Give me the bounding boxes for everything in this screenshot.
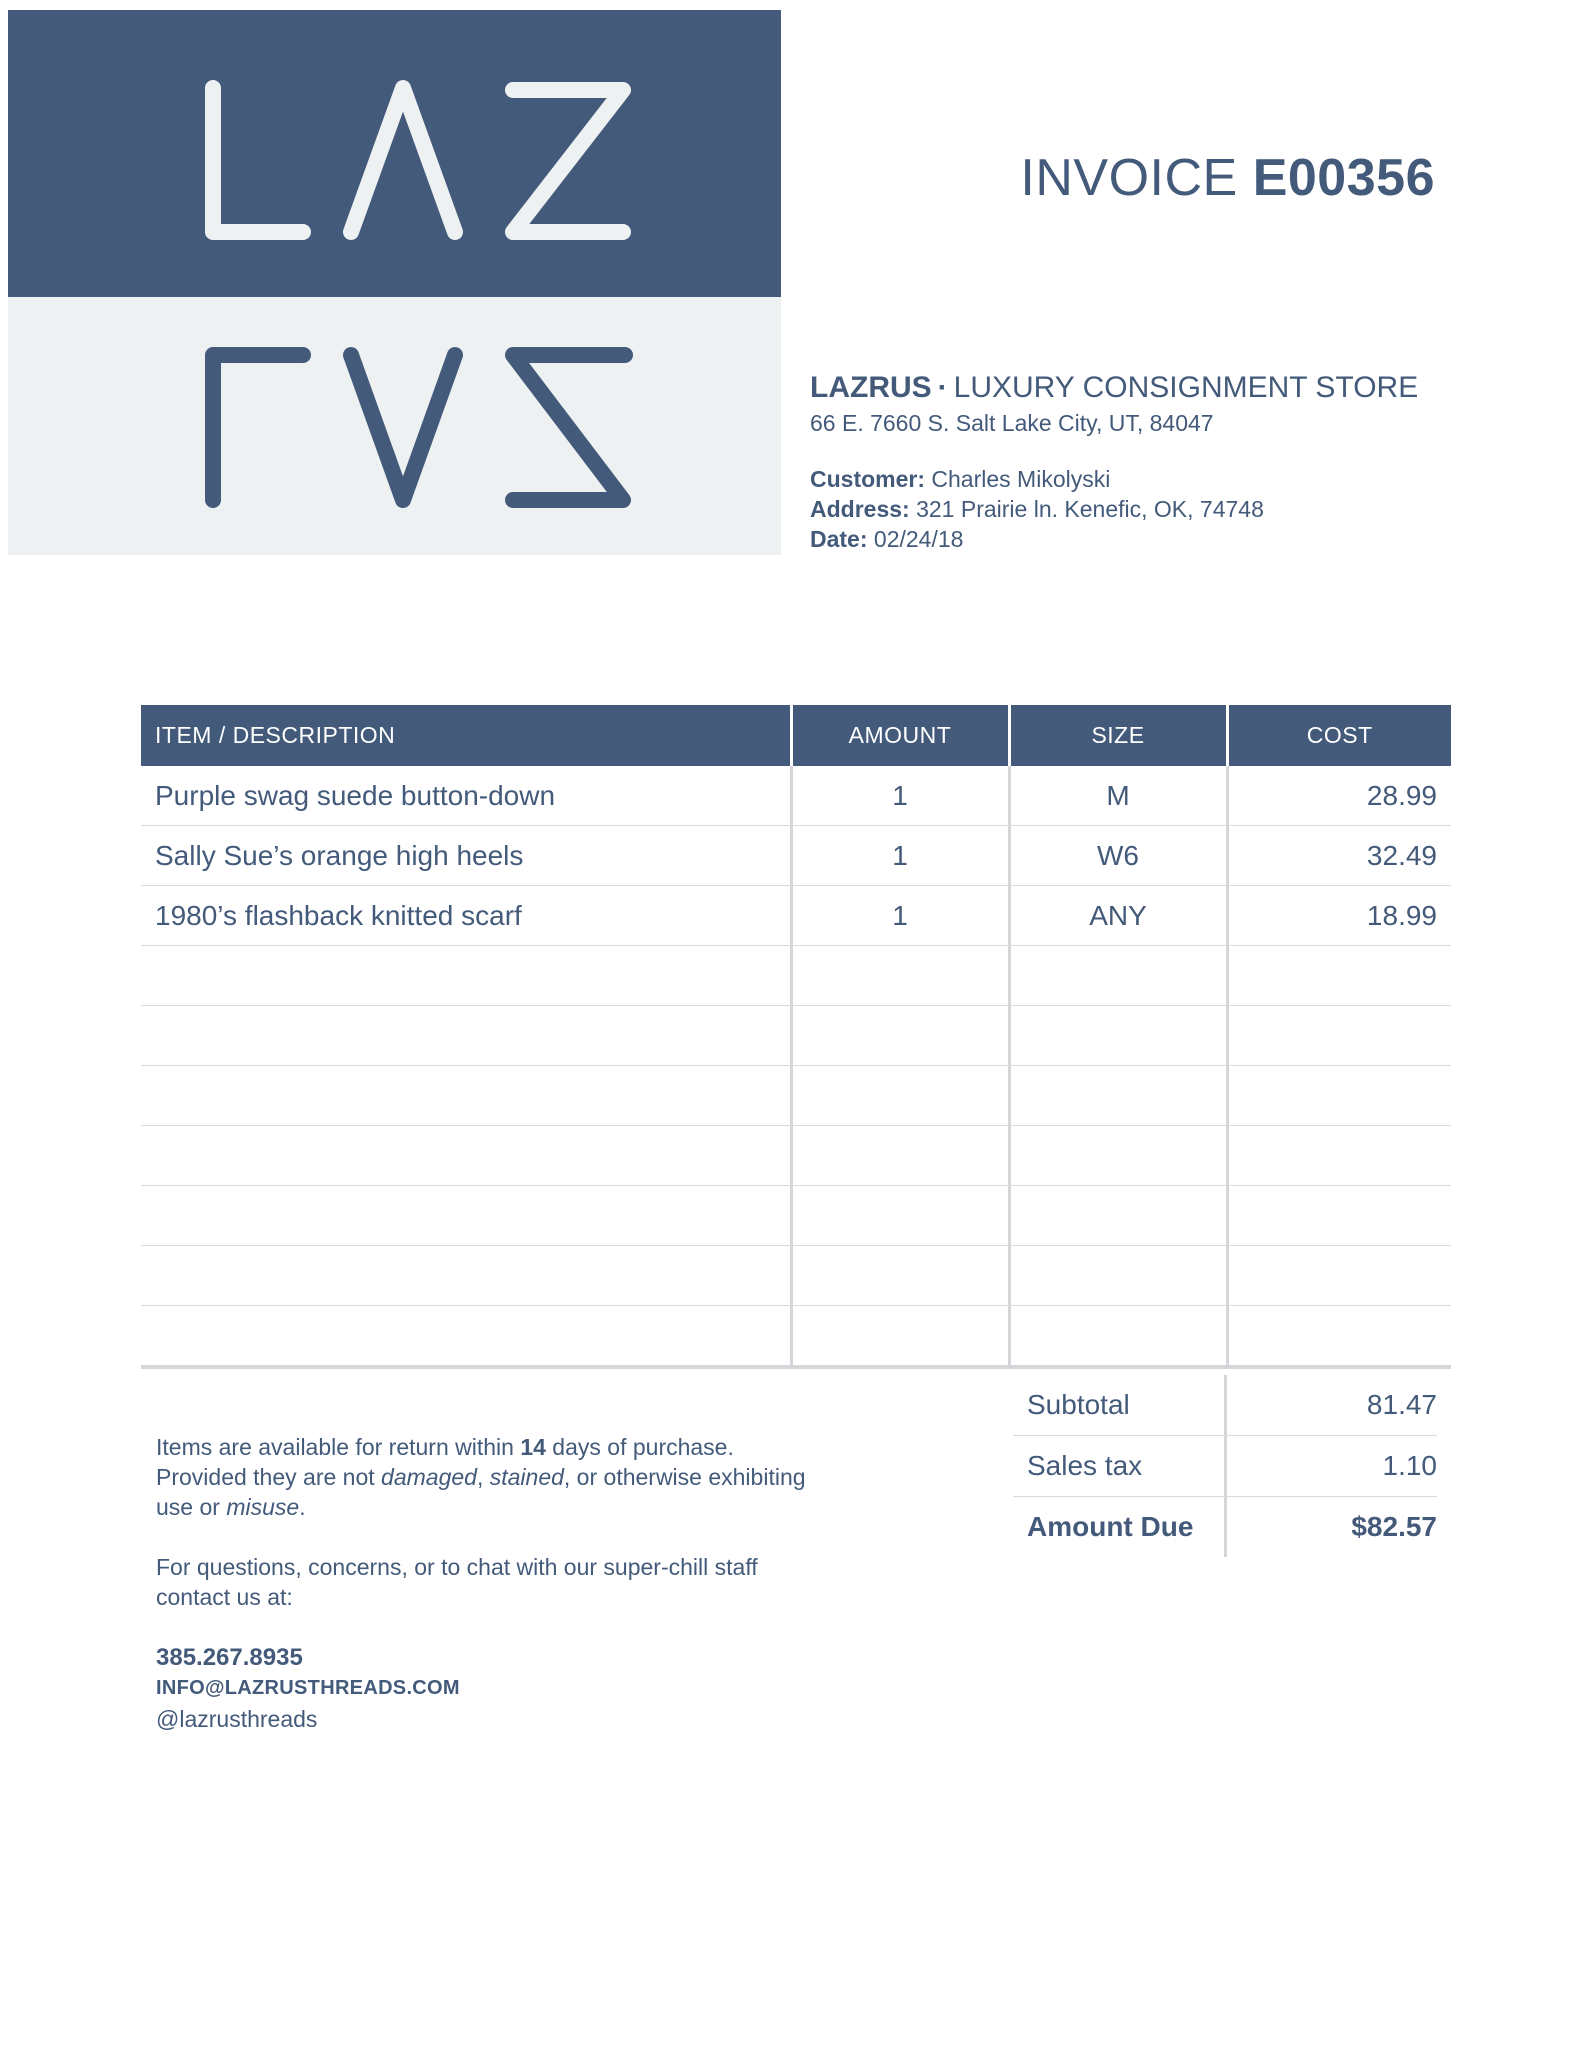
table-row xyxy=(141,1246,1451,1306)
invoice-number: E00356 xyxy=(1252,149,1435,207)
customer-address-label: Address: xyxy=(810,496,910,522)
return-policy xyxy=(156,1432,816,1522)
item-description xyxy=(141,1186,791,1246)
items-table xyxy=(141,705,1451,1369)
item-description: 1980’s flashback knitted scarf xyxy=(141,886,791,946)
table-row xyxy=(141,1066,1451,1126)
header-item: ITEM / DESCRIPTION xyxy=(141,705,791,766)
date-label: Date: xyxy=(810,526,868,552)
item-cost: 28.99 xyxy=(1227,766,1451,826)
contact-intro: For questions, concerns, or to chat with our super-chill staff contact us at: xyxy=(156,1554,758,1610)
contact-social-handle[interactable]: @lazrusthreads xyxy=(156,1706,318,1732)
item-amount xyxy=(791,1066,1009,1126)
logo-top-panel xyxy=(8,10,781,297)
table-row xyxy=(141,886,1451,946)
contact-email[interactable]: INFO@LAZRUSTHREADS.COM xyxy=(156,1677,460,1699)
customer-address: 321 Prairie ln. Kenefic, OK, 74748 xyxy=(916,496,1264,522)
item-size xyxy=(1009,1186,1227,1246)
sales-tax-label: Sales tax xyxy=(1013,1436,1225,1497)
item-description xyxy=(141,946,791,1006)
subtotal-label: Subtotal xyxy=(1013,1375,1225,1436)
return-period: . xyxy=(299,1494,306,1520)
item-cost xyxy=(1227,1126,1451,1186)
return-comma: , xyxy=(476,1464,490,1490)
customer-label: Customer: xyxy=(810,466,926,492)
customer-row xyxy=(810,464,1510,494)
item-description xyxy=(141,1066,791,1126)
item-size: M xyxy=(1009,766,1227,826)
contact-details xyxy=(156,1642,816,1735)
return-text-3: , or otherwise exhibiting use or xyxy=(156,1464,806,1520)
item-size: W6 xyxy=(1009,826,1227,886)
table-row xyxy=(141,946,1451,1006)
condition-damaged: damaged xyxy=(381,1464,477,1490)
store-info xyxy=(810,368,1510,554)
store-tagline: LUXURY CONSIGNMENT STORE xyxy=(953,371,1419,404)
item-cost xyxy=(1227,946,1451,1006)
item-cost: 18.99 xyxy=(1227,886,1451,946)
header-amount: AMOUNT xyxy=(791,705,1009,766)
item-description: Purple swag suede button-down xyxy=(141,766,791,826)
item-cost xyxy=(1227,1246,1451,1306)
item-description xyxy=(141,1306,791,1368)
header-cost: COST xyxy=(1227,705,1451,766)
condition-stained: stained xyxy=(489,1464,564,1490)
item-amount xyxy=(791,1006,1009,1066)
store-separator: · xyxy=(937,371,948,404)
table-header-row xyxy=(141,705,1451,766)
item-cost xyxy=(1227,1306,1451,1368)
invoice-title xyxy=(900,148,1435,208)
item-size xyxy=(1009,1306,1227,1368)
item-size xyxy=(1009,946,1227,1006)
customer-address-row xyxy=(810,494,1510,524)
item-amount xyxy=(791,1186,1009,1246)
item-amount: 1 xyxy=(791,766,1009,826)
subtotal-value: 81.47 xyxy=(1225,1375,1437,1436)
item-amount xyxy=(791,1126,1009,1186)
amount-due-label: Amount Due xyxy=(1027,1511,1194,1542)
sales-tax-value: 1.10 xyxy=(1225,1436,1437,1497)
item-cost: 32.49 xyxy=(1227,826,1451,886)
invoice-date: 02/24/18 xyxy=(873,526,964,552)
item-description xyxy=(141,1126,791,1186)
totals-table xyxy=(1013,1375,1437,1557)
customer-name: Charles Mikolyski xyxy=(931,466,1111,492)
table-row xyxy=(141,766,1451,826)
return-text-2: days of purchase. Provided they are not xyxy=(156,1434,734,1490)
store-name: LAZRUS xyxy=(810,371,932,404)
amount-due-value: $82.57 xyxy=(1225,1497,1437,1558)
header-size: SIZE xyxy=(1009,705,1227,766)
table-row xyxy=(141,1306,1451,1368)
store-logo xyxy=(8,10,781,555)
contact-phone[interactable]: 385.267.8935 xyxy=(156,1644,303,1671)
item-size xyxy=(1009,1006,1227,1066)
table-row xyxy=(141,1006,1451,1066)
item-description xyxy=(141,1246,791,1306)
lazrus-logo-graphic xyxy=(8,10,781,555)
amount-due-row xyxy=(1013,1497,1437,1558)
item-size xyxy=(1009,1066,1227,1126)
item-amount xyxy=(791,946,1009,1006)
item-size xyxy=(1009,1126,1227,1186)
table-row xyxy=(141,826,1451,886)
item-amount xyxy=(791,1246,1009,1306)
subtotal-row xyxy=(1013,1375,1437,1436)
invoice-notes xyxy=(156,1432,816,1735)
item-description xyxy=(141,1006,791,1066)
sales-tax-row xyxy=(1013,1436,1437,1497)
item-cost xyxy=(1227,1066,1451,1126)
logo-bottom-panel xyxy=(8,297,781,555)
return-text-1: Items are available for return within xyxy=(156,1434,521,1460)
item-description: Sally Sue’s orange high heels xyxy=(141,826,791,886)
return-days: 14 xyxy=(520,1434,546,1460)
store-heading xyxy=(810,368,1510,408)
item-cost xyxy=(1227,1006,1451,1066)
invoice-label: INVOICE xyxy=(1020,149,1238,207)
store-address: 66 E. 7660 S. Salt Lake City, UT, 84047 xyxy=(810,410,1214,436)
table-row xyxy=(141,1186,1451,1246)
item-size xyxy=(1009,1246,1227,1306)
invoice-date-row xyxy=(810,524,1510,554)
item-amount xyxy=(791,1306,1009,1368)
condition-misuse: misuse xyxy=(226,1494,300,1520)
item-size: ANY xyxy=(1009,886,1227,946)
item-cost xyxy=(1227,1186,1451,1246)
item-amount: 1 xyxy=(791,826,1009,886)
table-row xyxy=(141,1126,1451,1186)
item-amount: 1 xyxy=(791,886,1009,946)
